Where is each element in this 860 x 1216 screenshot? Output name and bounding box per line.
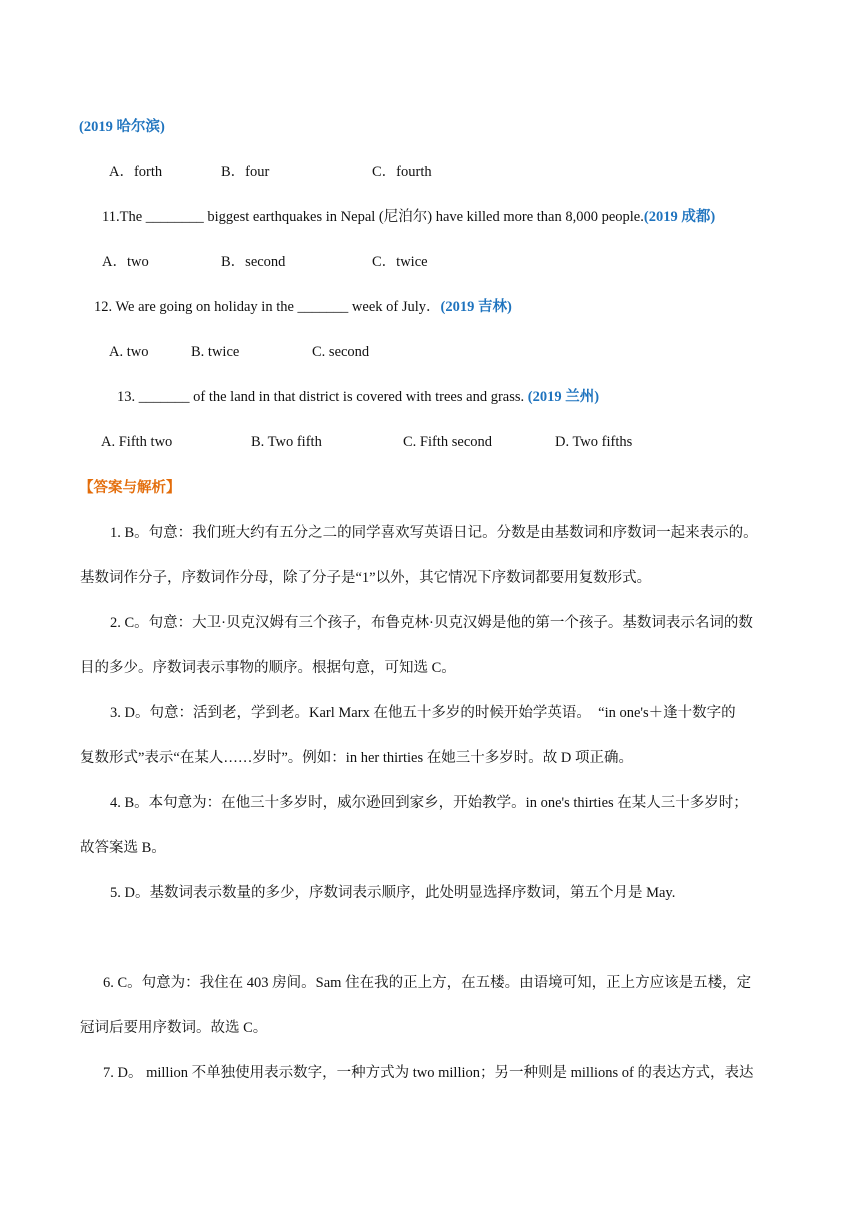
question-11-text: 11.The ________ biggest earthquakes in Nepal (尼泊尔) have killed more than 8,000 people. [102,209,644,225]
q13-option-b: B. Two fifth [251,434,322,450]
q11-option-c: C．twice [372,254,428,270]
question-13-text: 13. _______ of the land in that district is covered with trees and grass. [117,389,528,405]
question-13 [117,387,599,407]
answer-line: 1. B。句意：我们班大约有五分之二的同学喜欢写英语日记。分数是由基数词和序数词一起来表示的。 [110,525,758,541]
question-11 [102,207,715,227]
answer-line: 复数形式”表示“在某人……岁时”。例如：in her thirties 在她三十多岁时。故 D 项正确。 [80,750,633,766]
q13-option-a: A. Fifth two [101,434,173,450]
answer-line: 故答案选 B。 [80,840,166,856]
answer-line: 3. D。句意：活到老，学到老。Karl Marx 在他五十多岁的时候开始学英语。 “in one's＋逢十数字的 [110,705,736,721]
q12-option-c: C. second [312,344,370,360]
question-12-source: (2019 吉林) [440,299,512,315]
q10-option-c: C．fourth [372,164,432,180]
answer-line: 7. D。 million 不单独使用表示数字，一种方式为 two million；另一种则是 millions of 的表达方式，表达 [103,1065,754,1081]
answer-line: 6. C。句意为：我住在 403 房间。Sam 住在我的正上方，在五楼。由语境可知，正上方应该是五楼，定 [103,975,752,991]
question-13-source: (2019 兰州) [527,389,600,405]
answer-heading: 【答案与解析】 [79,480,181,496]
question-12-text: 12. We are going on holiday in the _______ week of July． [94,299,441,315]
q10-option-b: B．four [221,164,270,180]
q11-option-a: A．two [102,254,149,270]
answer-line: 2. C。句意：大卫·贝克汉姆有三个孩子，布鲁克林·贝克汉姆是他的第一个孩子。基数词表示名词的数 [110,615,753,631]
question-12 [94,297,512,317]
question-11-source: (2019 成都) [643,209,716,225]
q13-option-d: D. Two fifths [555,434,633,450]
answer-line: 冠词后要用序数词。故选 C。 [80,1020,268,1036]
answer-line: 5. D。基数词表示数量的多少，序数词表示顺序，此处明显选择序数词，第五个月是 May. [110,885,676,901]
source-tag-harbin: (2019 哈尔滨) [79,119,165,135]
q12-option-a: A. two [109,344,149,360]
q12-option-b: B. twice [191,344,240,360]
answer-line: 4. B。本句意为：在他三十多岁时，威尔逊回到家乡，开始教学。in one's thirties 在某人三十多岁时； [110,795,748,811]
q11-option-b: B．second [221,254,286,270]
answer-line: 基数词作分子，序数词作分母，除了分子是“1”以外，其它情况下序数词都要用复数形式。 [80,570,652,586]
answer-line: 目的多少。序数词表示事物的顺序。根据句意，可知选 C。 [80,660,456,676]
q10-option-a: A．forth [109,164,163,180]
q13-option-c: C. Fifth second [403,434,493,450]
